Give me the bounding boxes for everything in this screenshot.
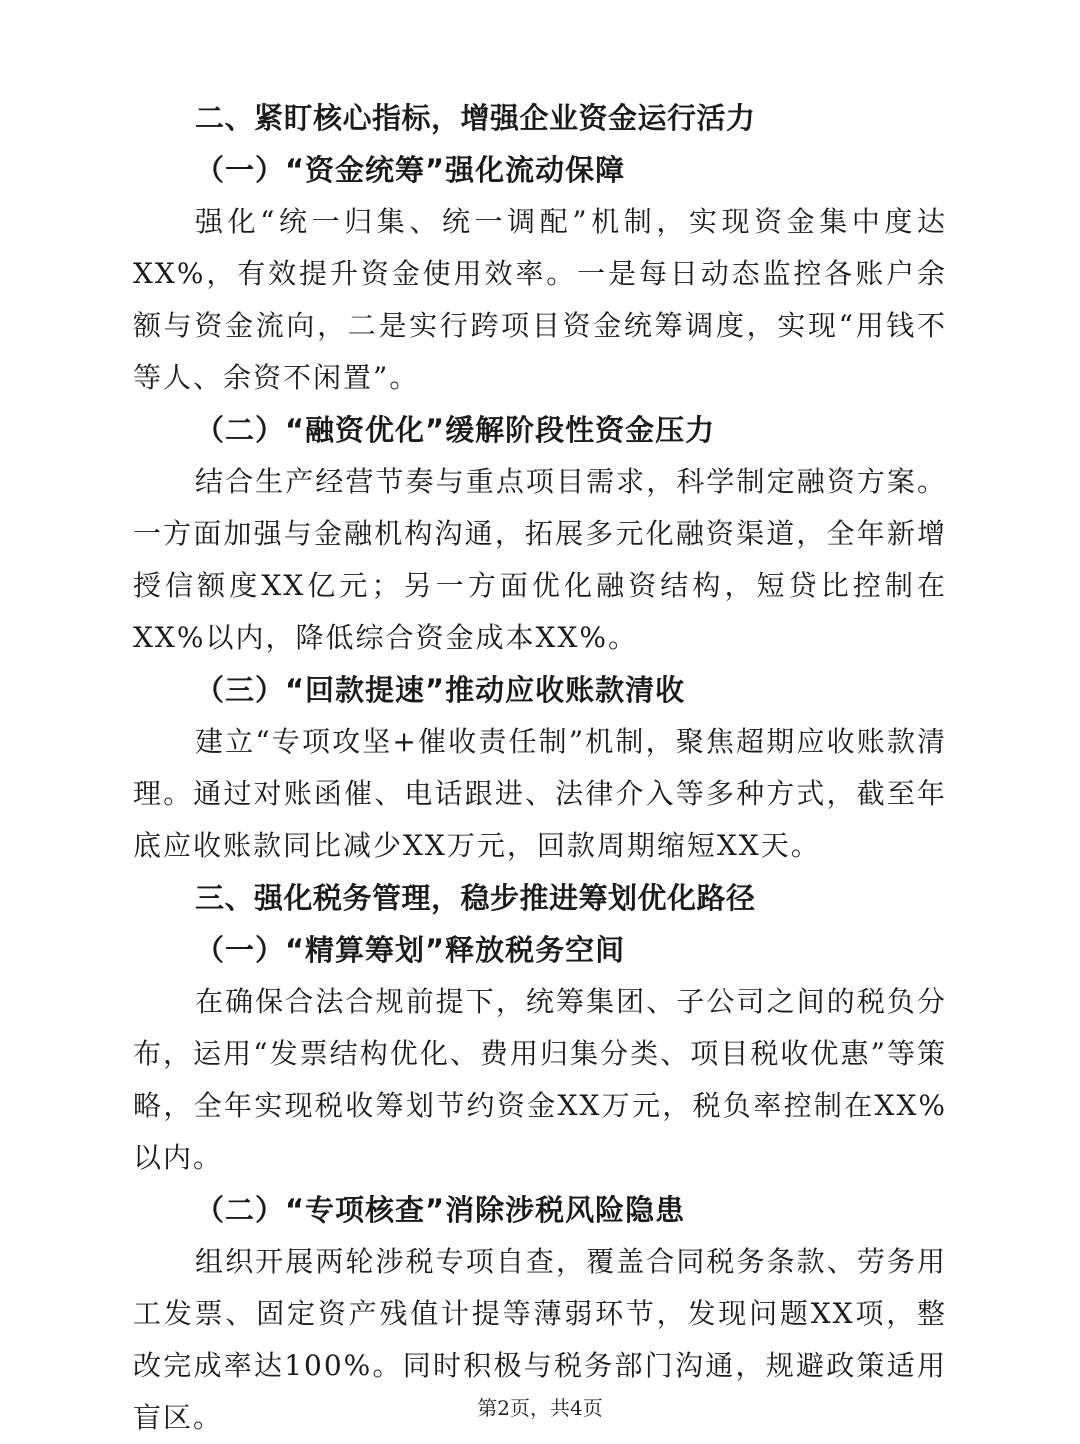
subsection-2-1-heading: （一）“资金统筹”强化流动保障 (195, 153, 626, 187)
subsection-2-3-heading: （三）“回款提速”推动应收账款清收 (195, 673, 686, 707)
subsection-2-1-paragraph: 强化“统一归集、统一调配”机制，实现资金集中度达XX%，有效提升资金使用效率。一是每日动态监控各账户余额与资金流向，二是实行跨项目资金统筹调度，实现“用钱不等人、余资不闲置”。 (133, 205, 947, 394)
subsection-3-1-heading: （一）“精算筹划”释放税务空间 (195, 933, 626, 967)
document-body (133, 92, 947, 1444)
subsection-3-2-paragraph: 组织开展两轮涉税专项自查，覆盖合同税务条款、劳务用工发票、固定资产残值计提等薄弱环节，发现问题XX项，整改完成率达100%。同时积极与税务部门沟通，规避政策适用盲区。 (133, 1245, 947, 1434)
section-three-heading: 三、强化税务管理，稳步推进筹划优化路径 (195, 881, 756, 915)
subsection-2-2-paragraph: 结合生产经营节奏与重点项目需求，科学制定融资方案。一方面加强与金融机构沟通，拓展多元化融资渠道，全年新增授信额度XX亿元；另一方面优化融资结构，短贷比控制在XX%以内，降低综合资金成本XX%。 (133, 465, 947, 654)
subsection-3-2-heading: （二）“专项核查”消除涉税风险隐患 (195, 1193, 686, 1227)
section-two-heading: 二、紧盯核心指标，增强企业资金运行活力 (195, 101, 756, 135)
page-number-footer: 第2页，共4页 (477, 1396, 603, 1420)
subsection-3-1-paragraph: 在确保合法合规前提下，统筹集团、子公司之间的税负分布，运用“发票结构优化、费用归集分类、项目税收优惠”等策略，全年实现税收筹划节约资金XX万元，税负率控制在XX%以内。 (133, 985, 947, 1174)
subsection-2-2-heading: （二）“融资优化”缓解阶段性资金压力 (195, 413, 716, 447)
subsection-2-3-paragraph: 建立“专项攻坚+催收责任制”机制，聚焦超期应收账款清理。通过对账函催、电话跟进、法律介入等多种方式，截至年底应收账款同比减少XX万元，回款周期缩短XX天。 (133, 725, 947, 862)
